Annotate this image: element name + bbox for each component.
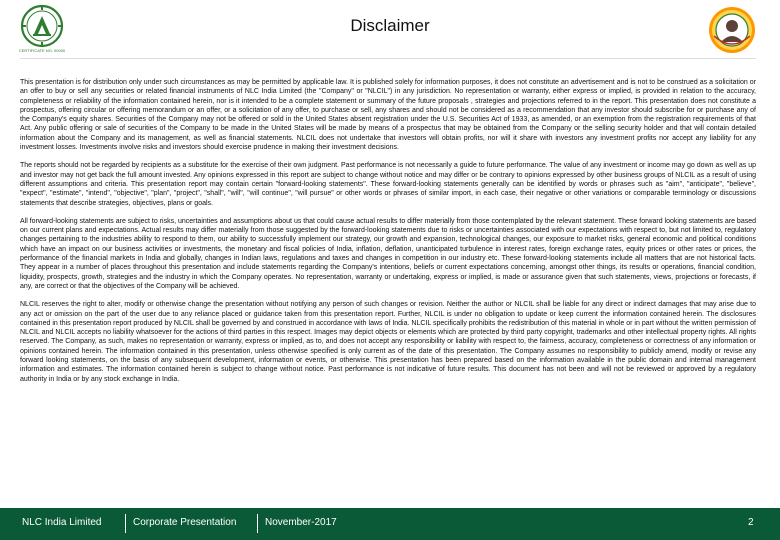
disclaimer-body bbox=[20, 78, 756, 393]
header bbox=[0, 0, 780, 56]
page-number: 2 bbox=[748, 517, 754, 528]
footer-divider bbox=[257, 514, 258, 533]
footer-bar bbox=[0, 508, 780, 540]
logo-tagline: CERTIFICATE NO. 00000 bbox=[18, 48, 66, 53]
footer-date: November-2017 bbox=[265, 517, 337, 528]
disclaimer-paragraph: NLCIL reserves the right to alter, modify or otherwise change the presentation without notifying any person of such changes or revision. Neither the author or NLCIL shall be liable for any direct or indirect damages that may arise due to any act or omission on the part of the user due to any reliance placed or guidance taken from this presentation report. Further, NLCIL is under no obligation to update or keep current the information contained herein. The disclosures contained in this presentation report produced by NLCIL shall be governed by and construed in accordance with laws of India. NLCIL specifically prohibits the redistribution of this material in whole or in part without the written permission of NLCIL and NLCIL accepts no liability whatsoever for the actions of third parties in this respect. Images may depict objects or elements which are protected by third party copyright, trademarks and other intellectual property rights. All rights reserved. The Company, as such, makes no representation or warranty, express or implied, as to, and does not accept any responsibility or liability with respect to, the fairness, accuracy, completeness or correctness of any information or opinions contained herein. The information contained in this presentation, unless otherwise specified is only current as of the date of this presentation. The Company assumes no responsibility to publicly amend, modify or revise any forward looking statements, on the basis of any subsequent development, information or events, or otherwise. This presentation has been prepared based on the information available in the public domain and internal management information and estimates. The information contained herein is subject to change without notice. Past performance is not indicative of future results. This document has not been and will not be reviewed or approved by a regulatory authority in India or by any stock exchange in India. bbox=[20, 301, 756, 383]
page-title: Disclaimer bbox=[350, 16, 430, 35]
disclaimer-paragraph: All forward-looking statements are subject to risks, uncertainties and assumptions about us that could cause actual results to differ materially from those contemplated by the relevant statement. These forward looking statements are based on our current plans and expectations. Actual results may differ materially from those suggested by the forward-looking statements due to risks or uncertainties associated with our expectations with respect to, but not limited to, regulatory changes pertaining to the industries ability to respond to them, our ability to successfully implement our strategy, our growth and expansion, technological changes, our exposure to market risks, general economic and political conditions which have an impact on our business activities or investments, the monetary and fiscal policies of India, inflation, deflation, unanticipated turbulence in interest rates, foreign exchange rates, equity prices or other rates or prices, the performance of the financial markets in India and globally, changes in Indian laws, regulations and taxes and changes in competition in our industry etc. These forward-looking statements include all matters that are not historical facts. They appear in a number of places throughout this presentation and include statements regarding the Company's intentions, beliefs or current expectations concerning, amongst other things, its results or operations, financial condition, liquidity, prospects, growth, strategies and the industry in which the Company operates. No representation, warranty or undertaking, express or implied, is made or assurance given that such statements, views, projections or forecasts, if any, are correct or that the objectives of the Company will be achieved. bbox=[20, 217, 756, 290]
footer-divider bbox=[125, 514, 126, 533]
footer-doc-type: Corporate Presentation bbox=[133, 517, 237, 528]
header-divider bbox=[20, 58, 756, 59]
disclaimer-paragraph: The reports should not be regarded by recipients as a substitute for the exercise of their own judgment. Past performance is not necessarily a guide to future performance. The value of any investment or income may go down as well as up and investor may not get back the full amount invested. Any opinions expressed in this report are subject to change without notice and may differ or be contrary to opinions expressed by other business groups of NLCIL as a result of using different assumptions and criteria. This presentation report may contain certain "forward-looking statements". These forward-looking statements generally can be identified by words or phrases such as "aim", "anticipate", "believe", "expect", "estimate", "intend", "objective", "plan", "project", "shall", "will", "will continue", "will pursue" or other words or phrases of similar import, in each case, their negative or other variations or comparable terminology or discussions statements that describe strategies, objectives, plans or goals. bbox=[20, 162, 756, 207]
emblem-logo bbox=[708, 6, 756, 54]
portrait-emblem-icon bbox=[708, 6, 756, 54]
disclaimer-paragraph: This presentation is for distribution only under such circumstances as may be permitted by applicable law. It is published solely for information purposes, it does not constitute an advertisement and is not to be construed as a solicitation or an offer to buy or sell any securities or related financial instruments of NLC India Limited (the "Company" or "NLCIL") in any jurisdiction. No representation or warranty, either express or implied, is provided in relation to the accuracy, completeness or reliability of the information contained herein, nor is it intended to be a complete statement or summary of the future proposals , strategies and projections referred to in the report. This presentation does not constitute a prospectus, offering circular or offering memorandum or an offer, or a solicitation of any offer, to purchase or sell, any shares and should not be considered as a recommendation that any investor should subscribe for or purchase any of the Company's equity shares. Securities of the Company may not be offered or sold in the United States absent registration under the U.S. Securities Act of 1933, as amended, or an exemption from the registration requirements of that Act. Any public offering or sale of securities of the Company to be made in the United States will be made by means of a prospectus that may be obtained from the Company or the selling security holder and that will contain detailed information about the Company and its management, as well as financial statements. NLCIL does not undertake that investors will obtain profits, nor will it share with investors any investment profits nor accept any liability for any investment losses. Investments involve risks and investors should exercise prudence in making their investment decisions. bbox=[20, 79, 756, 152]
footer-company: NLC India Limited bbox=[22, 517, 102, 528]
